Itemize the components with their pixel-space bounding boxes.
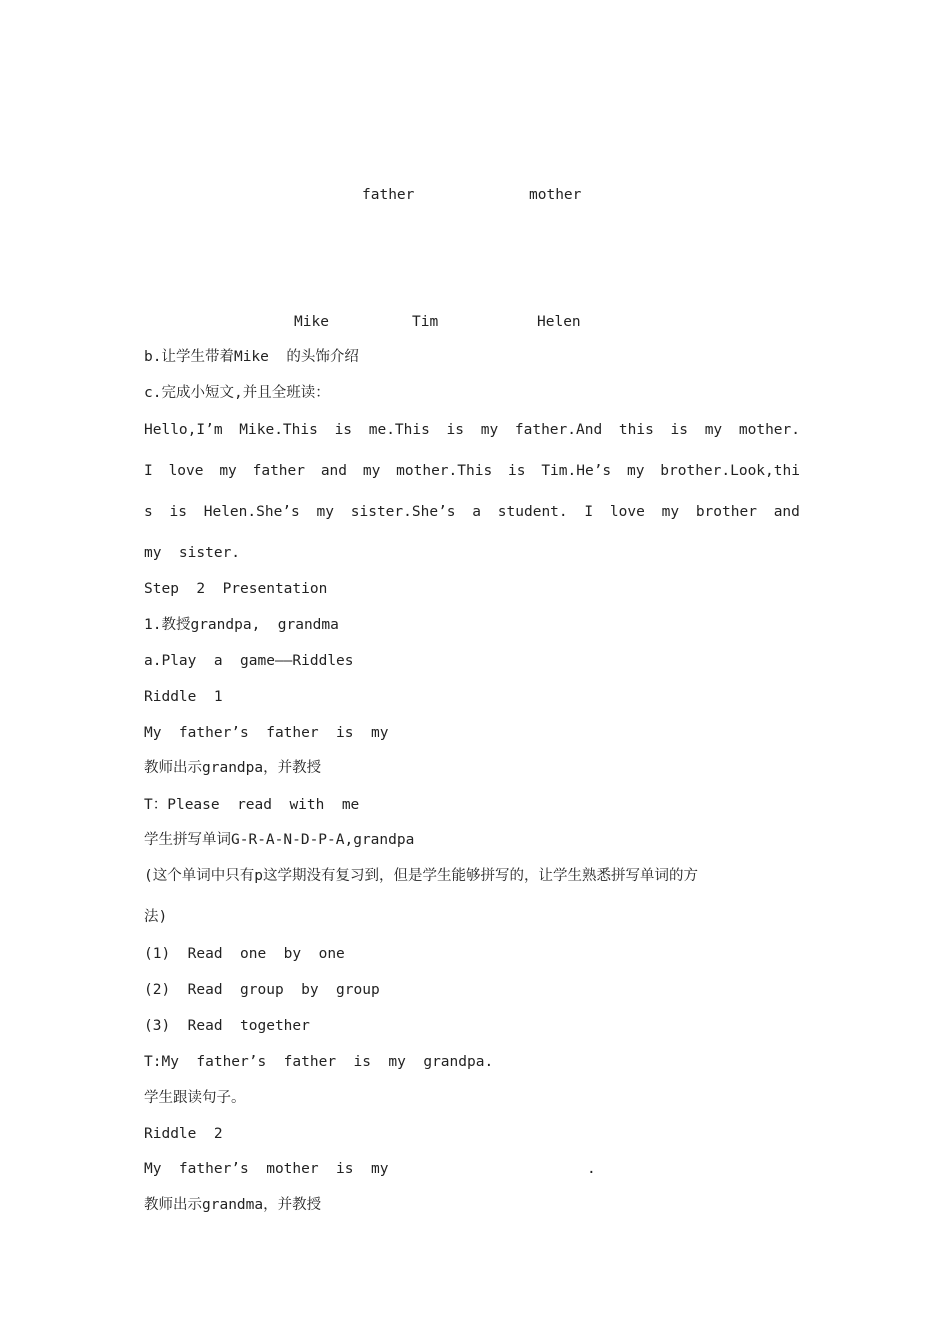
paragraph-word: Helen.She’s [203,504,300,520]
paragraph-word: a [472,504,482,520]
paragraph-word: love [168,463,204,479]
paragraph-word: my [316,504,334,520]
riddle-2: Riddle 2 [144,1126,223,1142]
students-follow: 学生跟读句子。 [144,1090,246,1106]
please-read: T：Please read with me [144,797,360,813]
paragraph-word: student. [497,504,568,520]
riddle-1: Riddle 1 [144,689,223,705]
paragraph-word: my [219,463,237,479]
paragraph-word: I [584,504,594,520]
paragraph-word: me.This [368,422,430,438]
paragraph-line-3 [144,505,800,520]
paragraph-word: mother.This [396,463,493,479]
line-c: c.完成小短文,并且全班读： [144,385,330,401]
paragraph-word: I [144,463,153,479]
paragraph-word: this [618,422,654,438]
paragraph-word: is [334,422,353,438]
note-line-1: (这个单词中只有p这学期没有复习到，但是学生能够拼写的，让学生熟悉拼写单词的方 [144,868,698,884]
teacher-grandpa-sentence: T:My father’s father is my grandpa. [144,1054,494,1070]
paragraph-word: sister.She’s [350,504,456,520]
paragraph-line-4: my sister. [144,545,241,561]
riddle-1-sentence: My father’s father is my [144,725,389,741]
show-grandma: 教师出示grandma，并教授 [144,1197,322,1213]
note-line-2: 法) [144,909,168,925]
paragraph-word: brother [695,504,757,520]
paragraph-word: my [704,422,723,438]
step-2-heading: Step 2 Presentation [144,581,328,597]
read-together: (3) Read together [144,1018,310,1034]
paragraph-line-1 [144,423,800,438]
paragraph-word: mother. [738,422,800,438]
paragraph-word: father [252,463,305,479]
paragraph-line-2 [144,464,800,479]
paragraph-word: is [670,422,688,438]
paragraph-word: brother.Look,thi [660,463,800,479]
paragraph-word: and [320,463,348,479]
paragraph-word: my [480,422,499,438]
paragraph-word: Tim.He’s [541,463,612,479]
paragraph-word: my [661,504,680,520]
paragraph-word: and [773,504,800,520]
show-grandpa: 教师出示grandpa，并教授 [144,760,322,776]
read-one-by-one: (1) Read one by one [144,946,345,962]
paragraph-word: Mike.This [239,422,318,438]
paragraph-word: my [626,463,645,479]
caption-mother: mother [529,187,582,203]
caption-tim: Tim [412,314,439,330]
paragraph-word: my [362,463,381,479]
paragraph-word: father.And [514,422,603,438]
paragraph-word: is [169,504,187,520]
line-b: b.让学生带着Mike 的头饰介绍 [144,349,359,365]
paragraph-word: s [144,504,153,520]
read-group-by-group: (2) Read group by group [144,982,380,998]
paragraph-word: Hello,I’m [144,422,223,438]
teach-grandpa-grandma: 1.教授grandpa, grandma [144,617,339,633]
paragraph-word: love [609,504,645,520]
riddle-2-blank-dot: . [587,1161,596,1177]
riddle-2-sentence: My father’s mother is my [144,1161,389,1177]
paragraph-word: is [508,463,526,479]
caption-helen: Helen [537,314,581,330]
spell-grandpa: 学生拼写单词G-R-A-N-D-P-A,grandpa [144,832,415,848]
paragraph-word: is [446,422,465,438]
caption-father: father [362,187,415,203]
caption-mike: Mike [294,314,329,330]
play-game: a.Play a game——Riddles [144,653,354,669]
